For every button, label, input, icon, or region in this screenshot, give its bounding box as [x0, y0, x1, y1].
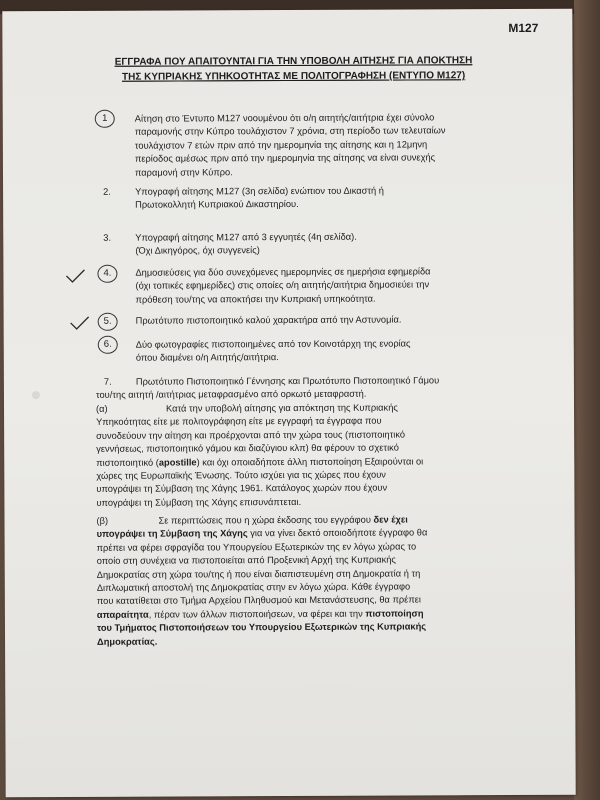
- item-2-text: [135, 184, 535, 213]
- sub-b-text: για να γίνει δεκτό οποιοδήποτε έγγραφο θα: [247, 527, 428, 539]
- sub-b-line: Δημοκρατίας στη χώρα του/της ή που είναι διαπιστευμένη στη Δημοκρατία ή τη: [96, 568, 421, 580]
- sub-b-bold-line: Δημοκρατίας.: [97, 636, 158, 647]
- item-4-line: (όχι τοπικές εφημερίδες) στις οποίες ο/η αιτητής/αιτήτρια δημοσιεύει την: [135, 279, 430, 292]
- sub-b-line: πρέπει να φέρει σφραγίδα του Υπουργείου Εξωτερικών της εν λόγω χώρας το: [96, 541, 417, 553]
- sub-a-line: συνοδεύουν την αίτηση και προέρχονται από την χώρα τους (πιστοποιητικό: [96, 429, 406, 441]
- sub-b-text: , πέραν των άλλων πιστοποιήσεων, να φέρει και την: [148, 608, 366, 620]
- item-number-circled: 1: [95, 110, 115, 128]
- item-number-circled: 5.: [98, 313, 118, 331]
- item-7-line-2: του/της αιτητή /αιτήτριας μεταφρασμένο από ορκωτό μεταφραστή.: [95, 388, 367, 400]
- item-5-text: [136, 313, 536, 328]
- sub-a-text: πιστοποιητικό (: [96, 457, 159, 468]
- item-number: 7.: [103, 376, 112, 387]
- sub-b-bold: πιστοποίηση: [365, 608, 424, 619]
- sub-a-line: υπογράψει τη Σύμβαση της Χάγης 1961. Κατάλογος χωρών που έχουν: [96, 483, 388, 495]
- background-right: [574, 0, 600, 800]
- item-1-text: [135, 111, 535, 180]
- item-number-circled: 6.: [98, 336, 118, 354]
- subparagraph-a: [96, 401, 536, 510]
- item-1-line: παραμονής στην Κύπρο τουλάχιστον 7 χρόνια, στη περίοδο των τελευταίων: [134, 125, 446, 138]
- sub-a-line: γεννήσεως, πιστοποιητικό γάμου και διαζύγιου κλπ) θα φέρουν το σχετικό: [96, 442, 399, 455]
- item-1-line: Αίτηση στο Έντυπο Μ127 νοουμένου ότι ο/η αιτητής/αιτήτρια έχει σύνολο: [134, 112, 435, 124]
- sub-b-bold: απαραίτητα: [96, 609, 149, 620]
- sub-b-text: Σε περιπτώσεις που η χώρα έκδοσης του εγγράφου: [158, 514, 374, 526]
- item-2-line: Πρωτοκολλητή Κυπριακού Δικαστηρίου.: [135, 199, 299, 211]
- sub-b-bold-line: του Τμήματος Πιστοποιήσεων του Υπουργείου Εξωτερικών της Κυπριακής: [96, 621, 427, 634]
- sub-b-label: (β): [96, 515, 109, 526]
- sub-b-bold: υπογράψει τη Σύμβαση της Χάγης: [96, 528, 248, 540]
- sub-a-label: (α): [96, 403, 108, 414]
- item-3-line: Υπογραφή αίτησης Μ127 από 3 εγγυητές (4η σελίδα).: [135, 231, 357, 243]
- subparagraph-b: [96, 513, 537, 649]
- item-6-text: [136, 337, 536, 366]
- item-4-text: [135, 265, 535, 307]
- sub-b-line: οποίο στη συνέχεια να πιστοποιείται από Προξενική Αρχή της Κυπριακής: [96, 554, 396, 567]
- item-5-line: Πρωτότυπο πιστοποιητικό καλού χαρακτήρα από την Αστυνομία.: [135, 314, 402, 326]
- item-1-line: περίοδος αμέσως πριν από την ημερομηνία της αίτησης να είναι συνεχής: [134, 152, 436, 164]
- title-line-1: ΕΓΓΡΑΦΑ ΠΟΥ ΑΠΑΙΤΟΥΝΤΑΙ ΓΙΑ ΤΗΝ ΥΠΟΒΟΛΗ ΑΙΤΗΣΗΣ ΓΙΑ ΑΠΟΚΤΗΣΗ: [114, 55, 473, 68]
- item-number: 3.: [103, 232, 112, 243]
- item-4-line: πρόθεση του/της να αποκτήσει την Κυπριακή υπηκοότητα.: [135, 293, 376, 305]
- apostille-term: apostille: [158, 457, 197, 468]
- item-6-line: όπου διαμένει ο/η Αιτητής/αιτήτρια.: [135, 352, 279, 364]
- document-page: [2, 9, 575, 797]
- item-number-circled: 4.: [97, 265, 117, 283]
- item-1-line: παραμονή στην Κύπρο.: [134, 166, 233, 178]
- item-3-text: [135, 230, 535, 259]
- item-1-line: τουλάχιστον 7 ετών πριν από την ημερομηνία της αίτησης και η 12μηνη: [134, 139, 428, 151]
- sub-a-text: ) και όχι οποιαδήποτε άλλη πιστοποίηση Εξαιρούνται οι: [196, 456, 424, 468]
- sub-a-line: Υπηκοότητας είτε με πολιτογράφηση είτε με εγγραφή τα έγγραφα που: [96, 416, 382, 428]
- sub-a-line: υπογράψει τη Σύμβαση της Χάγης επισυνάπτεται.: [96, 496, 302, 508]
- sub-a-line: χώρες της Ευρωπαϊκής Ένωσης. Τούτο ισχύει για τις χώρες που έχουν: [96, 469, 386, 481]
- check-mark-icon: [65, 269, 85, 283]
- check-mark-icon: [70, 316, 90, 330]
- sub-b-line: που κατατίθεται στο Τμήμα Αρχείου Πληθυσμού και Μετανάστευσης, θα πρέπει: [96, 594, 421, 607]
- sub-a-line: Κατά την υποβολή αίτησης για απόκτηση της Κυπριακής: [166, 402, 398, 414]
- item-3-line: (Όχι Δικηγόρος, όχι συγγενείς): [135, 245, 260, 257]
- title-line-2: ΤΗΣ ΚΥΠΡΙΑΚΗΣ ΥΠΗΚΟΟΤΗΤΑΣ ΜΕ ΠΟΛΙΤΟΓΡΑΦΗΣΗ (ΕΝΤΥΠΟ Μ127): [121, 70, 466, 83]
- item-6-line: Δύο φωτογραφίες πιστοποιημένες από τον Κοινοτάρχη της ενορίας: [135, 338, 411, 350]
- punch-hole-mark: [32, 391, 40, 399]
- item-number: 2.: [103, 186, 111, 197]
- form-code: M127: [508, 20, 539, 36]
- sub-b-bold: δεν έχει: [373, 514, 408, 525]
- document-title: [58, 53, 528, 85]
- item-7-line-1: Πρωτότυπο Πιστοποιητικό Γέννησης και Πρωτότυπο Πιστοποιητικό Γάμου: [135, 375, 440, 387]
- sub-b-line: Διπλωματική αποστολή της Δημοκρατίας στην εν λόγω χώρα. Κάθε έγγραφο: [96, 581, 411, 593]
- item-2-line: Υπογραφή αίτησης Μ127 (3η σελίδα) ενώπιον του Δικαστή ή: [135, 185, 384, 197]
- item-4-line: Δημοσιεύσεις για δύο συνεχόμενες ημερομηνίες σε ημερήσια εφημερίδα: [135, 266, 431, 278]
